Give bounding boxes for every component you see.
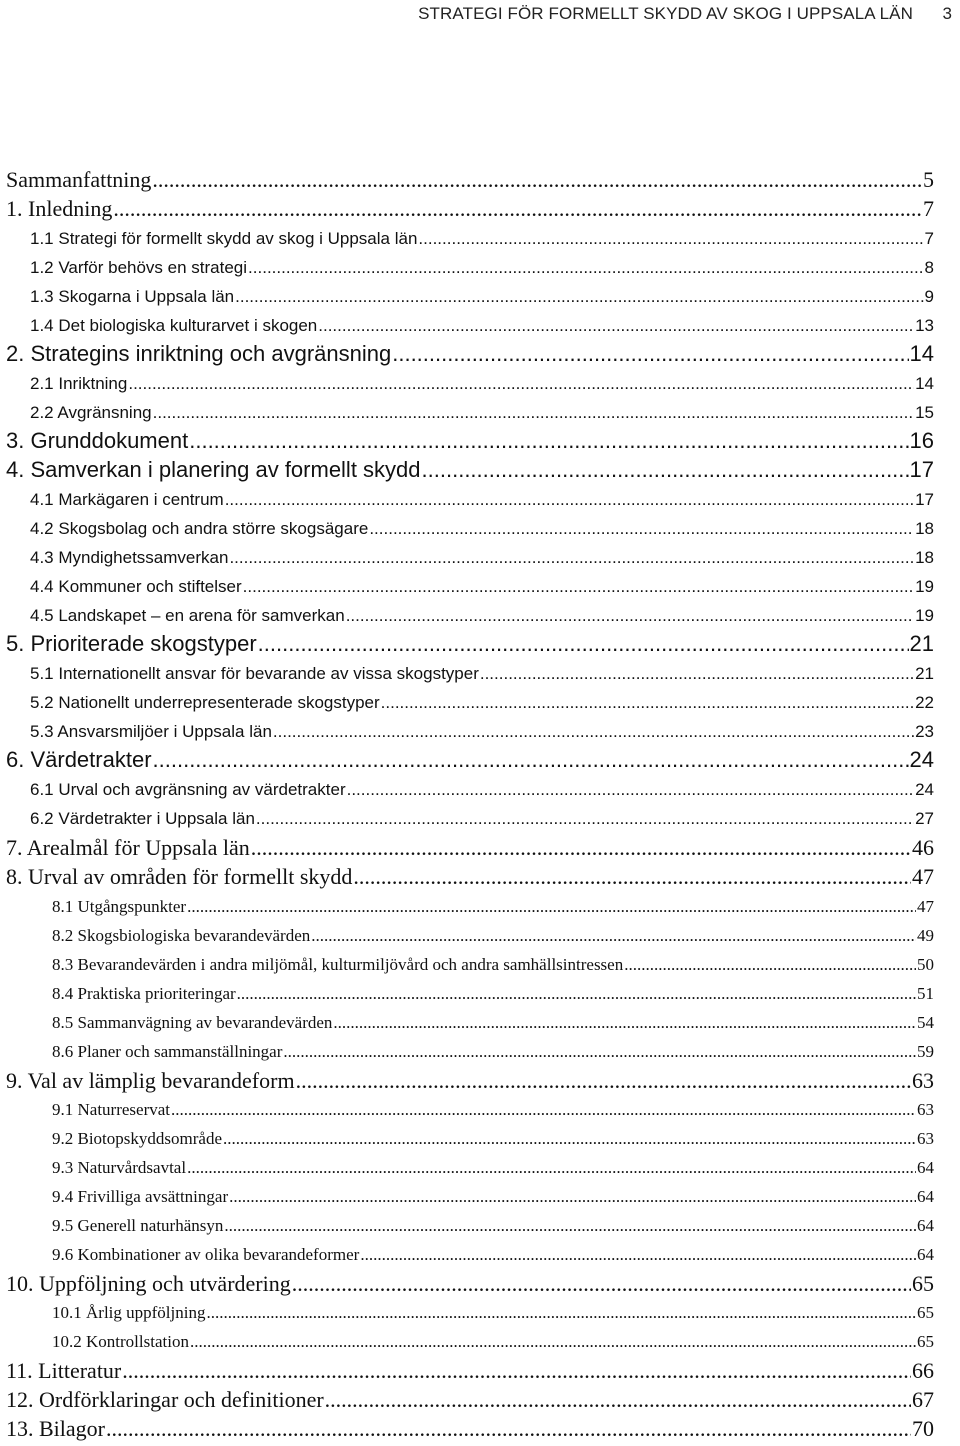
toc-entry-page: 64 (917, 1187, 934, 1206)
toc-entry-title: 4.1 Markägaren i centrum (30, 490, 224, 509)
toc-dot-leader (128, 374, 914, 394)
toc-entry-title: 6. Värdetrakter (6, 747, 152, 772)
toc-dot-leader (235, 287, 923, 307)
toc-entry[interactable] (0, 403, 934, 423)
toc-dot-leader (153, 403, 914, 423)
toc-dot-leader (292, 1271, 911, 1297)
toc-entry[interactable] (0, 577, 934, 597)
toc-entry-page: 54 (917, 1013, 934, 1032)
toc-entry[interactable] (0, 1271, 934, 1297)
toc-entry-page: 8 (924, 258, 934, 277)
toc-entry-title: 10.2 Kontrollstation (52, 1332, 189, 1351)
toc-entry-title: 8.4 Praktiska prioriteringar (52, 984, 236, 1003)
toc-dot-leader (258, 631, 909, 657)
toc-entry[interactable] (0, 258, 934, 278)
toc-entry-title: 1.3 Skogarna i Uppsala län (30, 287, 235, 306)
toc-entry-title: 8.6 Planer och sammanställningar (52, 1042, 283, 1061)
toc-entry-page: 18 (915, 519, 934, 538)
toc-dot-leader (422, 457, 909, 483)
toc-entry-page: 51 (917, 984, 934, 1003)
toc-entry[interactable] (0, 229, 934, 249)
toc-dot-leader (223, 1129, 916, 1149)
toc-entry[interactable] (0, 167, 934, 193)
toc-entry-title: 13. Bilagor (6, 1416, 105, 1441)
toc-entry-title: 2. Strategins inriktning och avgränsning (6, 341, 392, 366)
toc-entry[interactable] (0, 1332, 934, 1352)
toc-entry-title: 2.1 Inriktning (30, 374, 128, 393)
toc-entry-page: 63 (917, 1129, 934, 1148)
toc-dot-leader (296, 1068, 911, 1094)
toc-entry[interactable] (0, 548, 934, 568)
toc-entry-page: 9 (924, 287, 934, 306)
toc-dot-leader (229, 1187, 916, 1207)
toc-entry[interactable] (0, 1245, 934, 1265)
toc-entry-page: 23 (915, 722, 934, 741)
toc-entry[interactable] (0, 287, 934, 307)
toc-entry-page: 65 (917, 1303, 934, 1322)
toc-dot-leader (369, 519, 914, 539)
toc-entry-title: 8.5 Sammanvägning av bevarandevärden (52, 1013, 333, 1032)
toc-dot-leader (347, 780, 914, 800)
toc-dot-leader (360, 1245, 916, 1265)
toc-entry-page: 22 (915, 693, 934, 712)
toc-dot-leader (206, 1303, 916, 1323)
toc-entry-title: 9.2 Biotopskyddsområde (52, 1129, 222, 1148)
toc-dot-leader (318, 316, 914, 336)
toc-entry-title: 9.5 Generell naturhänsyn (52, 1216, 224, 1235)
toc-entry[interactable] (0, 864, 934, 890)
toc-entry-page: 65 (912, 1271, 934, 1296)
toc-entry-page: 64 (917, 1216, 934, 1235)
toc-entry-page: 7 (923, 196, 934, 221)
toc-entry[interactable] (0, 1187, 934, 1207)
toc-entry[interactable] (0, 926, 934, 946)
toc-entry[interactable] (0, 196, 934, 222)
toc-entry[interactable] (0, 490, 934, 510)
toc-dot-leader (113, 196, 922, 222)
toc-entry-title: 10.1 Årlig uppföljning (52, 1303, 206, 1322)
toc-entry-page: 24 (909, 747, 934, 772)
toc-entry[interactable] (0, 722, 934, 742)
toc-entry-page: 59 (917, 1042, 934, 1061)
toc-entry-title: 4.4 Kommuner och stiftelser (30, 577, 242, 596)
toc-entry-title: 4.5 Landskapet – en arena för samverkan (30, 606, 345, 625)
toc-entry-title: 8.2 Skogsbiologiska bevarandevärden (52, 926, 311, 945)
toc-entry-page: 63 (917, 1100, 934, 1119)
toc-entry-page: 67 (912, 1387, 934, 1412)
toc-dot-leader (325, 1387, 911, 1413)
toc-dot-leader (251, 835, 911, 861)
toc-entry[interactable] (0, 1303, 934, 1323)
toc-entry-page: 19 (915, 577, 934, 596)
toc-entry-page: 14 (915, 374, 934, 393)
toc-entry-page: 65 (917, 1332, 934, 1351)
toc-entry-title: 9.6 Kombinationer av olika bevarandeformer (52, 1245, 360, 1264)
toc-entry[interactable] (0, 897, 934, 917)
toc-entry-title: 8.1 Utgångspunkter (52, 897, 187, 916)
toc-entry-page: 27 (915, 809, 934, 828)
toc-entry[interactable] (0, 1100, 934, 1120)
toc-entry-title: 9.3 Naturvårdsavtal (52, 1158, 187, 1177)
toc-entry-title: 2.2 Avgränsning (30, 403, 152, 422)
toc-entry-page: 50 (917, 955, 934, 974)
toc-entry-title: 4.3 Myndighetssamverkan (30, 548, 229, 567)
toc-entry-title: 9.4 Frivilliga avsättningar (52, 1187, 229, 1206)
toc-entry-title: 8. Urval av områden för formellt skydd (6, 864, 353, 889)
toc-dot-leader (418, 229, 923, 249)
toc-entry-title: 3. Grunddokument (6, 428, 189, 453)
toc-entry-page: 47 (912, 864, 934, 889)
toc-entry[interactable] (0, 693, 934, 713)
toc-dot-leader (392, 341, 908, 367)
toc-entry[interactable] (0, 780, 934, 800)
toc-entry-title: 1.1 Strategi för formellt skydd av skog i Uppsala län (30, 229, 418, 248)
toc-entry-page: 7 (924, 229, 934, 248)
toc-entry-page: 63 (912, 1068, 934, 1093)
page-number: 3 (942, 4, 952, 23)
toc-entry[interactable] (0, 1129, 934, 1149)
toc-dot-leader (311, 926, 916, 946)
toc-entry[interactable] (0, 1216, 934, 1236)
toc-entry[interactable] (0, 955, 934, 975)
toc-entry-page: 19 (915, 606, 934, 625)
toc-entry-title: 6.2 Värdetrakter i Uppsala län (30, 809, 255, 828)
toc-dot-leader (224, 1216, 916, 1236)
toc-entry-title: 9.1 Naturreservat (52, 1100, 171, 1119)
toc-dot-leader (189, 428, 908, 454)
toc-dot-leader (187, 897, 916, 917)
toc-entry-page: 66 (912, 1358, 934, 1383)
toc-entry[interactable] (0, 428, 934, 454)
toc-entry-title: 6.1 Urval och avgränsning av värdetrakter (30, 780, 346, 799)
toc-dot-leader (122, 1358, 911, 1384)
toc-dot-leader (346, 606, 914, 626)
toc-entry-title: 12. Ordförklaringar och definitioner (6, 1387, 324, 1412)
toc-entry-title: 8.3 Bevarandevärden i andra miljömål, kulturmiljövård och andra samhällsintressen (52, 955, 624, 974)
toc-entry-title: 5. Prioriterade skogstyper (6, 631, 257, 656)
toc-entry[interactable] (0, 341, 934, 367)
toc-entry[interactable] (0, 747, 934, 773)
toc-entry-page: 21 (909, 631, 934, 656)
toc-entry[interactable] (0, 1416, 934, 1442)
toc-dot-leader (225, 490, 914, 510)
toc-dot-leader (190, 1332, 916, 1352)
toc-entry[interactable] (0, 1068, 934, 1094)
toc-entry-page: 21 (915, 664, 934, 683)
toc-entry-page: 70 (912, 1416, 934, 1441)
toc-entry-page: 18 (915, 548, 934, 567)
toc-entry-page: 17 (909, 457, 934, 482)
toc-dot-leader (171, 1100, 916, 1120)
toc-entry-title: 4.2 Skogsbolag och andra större skogsägare (30, 519, 369, 538)
toc-entry-title: 1.2 Varför behövs en strategi (30, 258, 248, 277)
toc-entry-page: 49 (917, 926, 934, 945)
toc-entry-title: 1.4 Det biologiska kulturarvet i skogen (30, 316, 318, 335)
toc-dot-leader (237, 984, 916, 1004)
toc-entry[interactable] (0, 1158, 934, 1178)
toc-dot-leader (153, 747, 909, 773)
toc-entry-page: 13 (915, 316, 934, 335)
toc-dot-leader (624, 955, 916, 975)
toc-entry-title: Sammanfattning (6, 167, 152, 192)
toc-entry[interactable] (0, 519, 934, 539)
toc-entry-title: 1. Inledning (6, 196, 113, 221)
toc-entry[interactable] (0, 457, 934, 483)
toc-entry-page: 64 (917, 1158, 934, 1177)
toc-entry[interactable] (0, 1358, 934, 1384)
toc-entry[interactable] (0, 835, 934, 861)
toc-entry-title: 5.1 Internationellt ansvar för bevarande av vissa skogstyper (30, 664, 479, 683)
toc-entry[interactable] (0, 664, 934, 684)
toc-dot-leader (229, 548, 914, 568)
toc-entry[interactable] (0, 809, 934, 829)
toc-dot-leader (256, 809, 914, 829)
toc-entry-title: 7. Arealmål för Uppsala län (6, 835, 250, 860)
toc-entry[interactable] (0, 1387, 934, 1413)
toc-entry[interactable] (0, 1042, 934, 1062)
toc-entry-page: 17 (915, 490, 934, 509)
toc-entry[interactable] (0, 631, 934, 657)
toc-entry-title: 5.2 Nationellt underrepresenterade skogstyper (30, 693, 380, 712)
toc-dot-leader (381, 693, 914, 713)
toc-entry-page: 46 (912, 835, 934, 860)
document-title: STRATEGI FÖR FORMELLT SKYDD AV SKOG I UPPSALA LÄN (418, 4, 913, 23)
toc-entry-title: 4. Samverkan i planering av formellt skydd (6, 457, 421, 482)
toc-entry-page: 15 (915, 403, 934, 422)
toc-entry-title: 10. Uppföljning och utvärdering (6, 1271, 291, 1296)
toc-entry-page: 14 (909, 341, 934, 366)
toc-dot-leader (106, 1416, 911, 1442)
toc-dot-leader (187, 1158, 916, 1178)
toc-entry-title: 9. Val av lämplig bevarandeform (6, 1068, 295, 1093)
toc-entry-page: 24 (915, 780, 934, 799)
toc-entry-page: 16 (909, 428, 934, 453)
toc-dot-leader (333, 1013, 916, 1033)
toc-entry-title: 11. Litteratur (6, 1358, 122, 1383)
toc-entry-page: 47 (917, 897, 934, 916)
toc-entry-page: 5 (923, 167, 934, 192)
toc-dot-leader (480, 664, 914, 684)
toc-entry[interactable] (0, 316, 934, 336)
toc-entry[interactable] (0, 984, 934, 1004)
toc-dot-leader (353, 864, 911, 890)
toc-entry[interactable] (0, 1013, 934, 1033)
toc-dot-leader (283, 1042, 916, 1062)
toc-entry[interactable] (0, 606, 934, 626)
toc-entry[interactable] (0, 374, 934, 394)
toc-dot-leader (243, 577, 914, 597)
toc-dot-leader (152, 167, 922, 193)
running-header (0, 2, 960, 26)
toc-entry-page: 64 (917, 1245, 934, 1264)
toc-entry-title: 5.3 Ansvarsmiljöer i Uppsala län (30, 722, 272, 741)
toc-dot-leader (248, 258, 923, 278)
toc-dot-leader (273, 722, 914, 742)
